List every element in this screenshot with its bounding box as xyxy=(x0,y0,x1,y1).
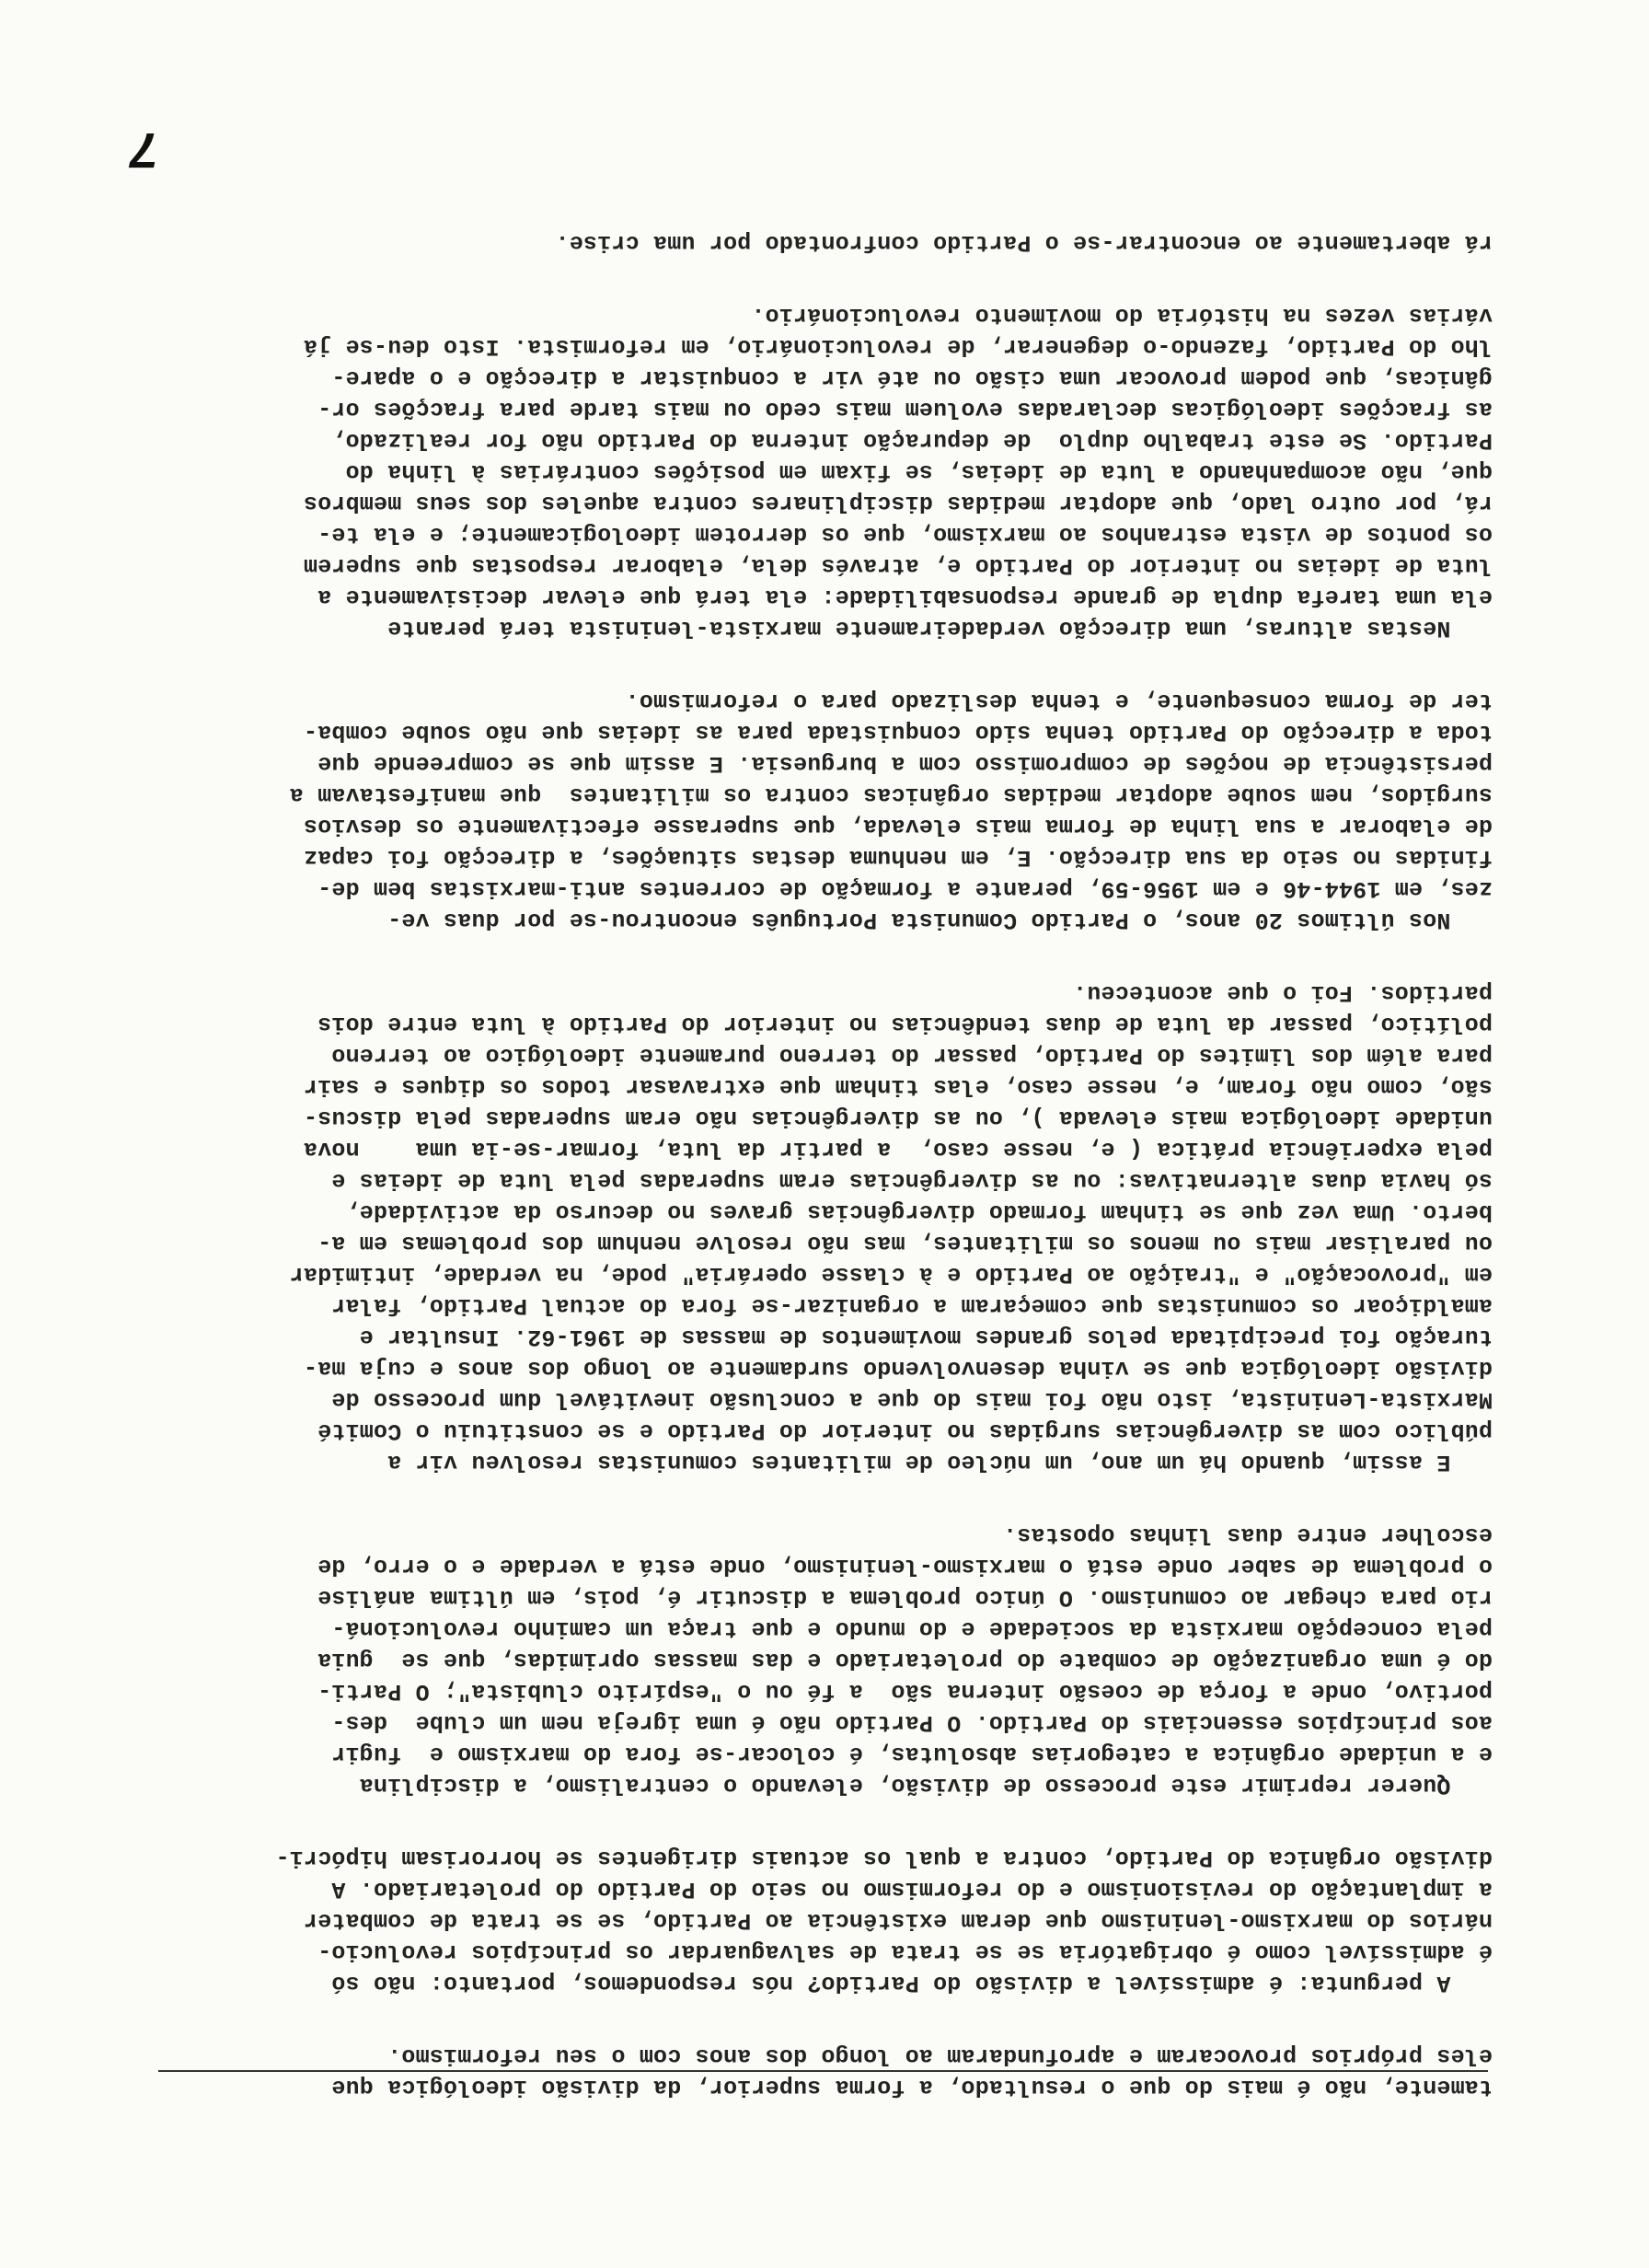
text-line: rá, por outro lado, que adoptar medidas disciplinares contra aqueles dos seus membros xyxy=(303,490,1493,516)
text-line: os pontos de vista estranhos ao marxismo, que os derrotem ideologicamente; e ela te- xyxy=(317,521,1493,548)
paragraph xyxy=(158,1519,1493,1800)
text-line: que, não acompanhando a luta de ideias, se fixam em posições contrárias à linha do xyxy=(345,458,1493,485)
text-line: a implantação do revisionismo e do reformismo no seio do Partido do proletariado. A xyxy=(331,1876,1493,1903)
text-line: em "provocação" e "traição ao Partido e à classe operária" pode, na verdade, intimidar xyxy=(289,1261,1493,1288)
text-line: ou paralisar mais ou menos os militantes, mas não resolve nenhum dos problemas em a- xyxy=(317,1230,1493,1256)
text-line: rá abertamente ao encontrar-se o Partido confrontado por uma crise. xyxy=(555,229,1493,256)
text-line: Nestas alturas, uma direcção verdadeiramente marxista-leninista terá perante xyxy=(387,615,1493,642)
text-line: é admissível como é obrigatória se se trata de salvaguardar os princípios revolucio- xyxy=(317,1938,1493,1965)
text-line: gânicas, que podem provocar uma cisão ou até vir a conquistar a direcção e o apare- xyxy=(331,364,1493,391)
text-line: eles próprios provocaram e aprofundaram ao longo dos anos com o seu reformismo. xyxy=(387,2042,1493,2069)
text-line: público com as divergências surgidas no interior do Partido e se constituiu o Comité xyxy=(317,1418,1493,1444)
text-line: portivo, onde a força de coesão interna são a fé ou o "espírito clubista"; O Parti- xyxy=(317,1678,1493,1705)
text-line: escolher entre duas linhas opostas. xyxy=(1002,1522,1493,1548)
text-line: as fracções ideológicas declaradas evoluem mais cedo ou mais tarde para fracções or- xyxy=(317,396,1493,422)
text-line: lho do Partido, fazendo-o degenerar, de revolucionário, em reformista. Isto deu-se já xyxy=(303,333,1493,360)
text-line: unidade ideológica mais elevada ), ou as divergências não eram superadas pela discus- xyxy=(303,1105,1493,1131)
text-line: surgidos, nem soube adoptar medidas orgânicas contra os militantes que manifestavam a xyxy=(289,781,1493,808)
text-line: Nos últimos 20 anos, o Partido Comunista Português encontrou-se por duas ve- xyxy=(387,907,1493,933)
text-line: várias vezes na história do movimento revolucionário. xyxy=(751,302,1493,329)
text-line: e a unidade orgânica a categorias absolutas, é colocar-se fora do marxismo e fugir xyxy=(331,1741,1493,1767)
text-line: E assim, quando há um ano, um núcleo de militantes comunistas resolveu vir a xyxy=(387,1449,1493,1475)
text-line: ela uma tarefa dupla de grande responsabilidade: ela terá que elevar decisivamente a xyxy=(317,584,1493,610)
paragraph xyxy=(158,299,1493,643)
text-body xyxy=(158,185,1493,2102)
paragraph xyxy=(158,2040,1493,2102)
text-line: pela experiência prática ( e, nesse caso, a partir da luta, formar-se-ia uma nova xyxy=(303,1136,1493,1163)
text-line: divisão orgânica do Partido, contra a qual os actuais dirigentes se horrorisam hipócri- xyxy=(275,1845,1493,1871)
text-line: para além dos limites do Partido, passar do terreno puramente ideológico ao terreno xyxy=(331,1042,1493,1069)
text-line: o problema de saber onde está o marxismo-leninismo, onde está a verdade e o erro, de xyxy=(317,1553,1493,1580)
paragraph xyxy=(158,226,1493,258)
text-line: divisão ideológica que se vinha desenvolvendo surdamente ao longo dos anos e cuja ma- xyxy=(303,1355,1493,1382)
text-line: nários do marxismo-leninismo que deram existência ao Partido, se se trata de combater xyxy=(303,1907,1493,1934)
paragraph xyxy=(158,1842,1493,1998)
text-line: Marxista-Leninista, isto não foi mais do que a conclusão inevitável dum processo de xyxy=(331,1386,1493,1413)
text-line: de elaborar a sua linha de forma mais elevada, que superasse efectivamente os desvios xyxy=(303,813,1493,839)
paragraph xyxy=(158,685,1493,935)
text-line: político, passar da luta de duas tendências no interior do Partido à luta entre dois xyxy=(317,1011,1493,1037)
text-line: só havia duas alternativas: ou as divergências eram superadas pela luta de ideias e xyxy=(331,1167,1493,1194)
text-line: luta de ideias no interior do Partido e, através dela, elaborar respostas que superem xyxy=(303,552,1493,579)
text-line: rio para chegar ao comunismo. O único problema a discutir é, pois, em última análise xyxy=(317,1584,1493,1611)
text-line: finidas no seio da sua direcção. E, em nenhuma destas situações, a direcção foi capaz xyxy=(303,844,1493,871)
text-line: ter de forma consequente, e tenha deslizado para o reformismo. xyxy=(625,688,1493,714)
text-line: toda a direcção do Partido tenha sido conquistada para as ideias que não soube comba- xyxy=(303,719,1493,746)
text-line: Querer reprimir este processo de divisão, elevando o centralismo, a disciplina xyxy=(359,1772,1493,1799)
text-line: são, como não foram, e, nesse caso, elas tinham que extravasar todos os diques e sair xyxy=(303,1073,1493,1100)
text-line: berto. Uma vez que se tinham formado divergências graves no decurso da actividade, xyxy=(345,1198,1493,1225)
text-line: aos princípios essenciais do Partido. O Partido não é uma igreja nem um clube des- xyxy=(331,1709,1493,1736)
text-line: zes, em 1944-46 e em 1956-59, perante a formação de correntes anti-marxistas bem de- xyxy=(317,875,1493,902)
text-line: do é uma organização de combate do proletariado e das massas oprimidas, que se guia xyxy=(317,1647,1493,1673)
text-line: partidos. Foi o que aconteceu. xyxy=(1072,979,1493,1006)
text-line: amaldiçoar os comunistas que começaram a organizar-se fora do actual Partido, falar xyxy=(331,1292,1493,1319)
text-line: Partido. Se este trabalho duplo de depuração interna do Partido não for realizado, xyxy=(331,427,1493,454)
page-number: 7 xyxy=(130,122,158,178)
text-line: A pergunta: é admissível a divisão do Partido? nós respondemos, portanto: não só xyxy=(331,1970,1493,1996)
paragraph xyxy=(158,977,1493,1477)
text-line: pela concepção marxista da sociedade e do mundo e que traça um caminho revolucioná- xyxy=(331,1615,1493,1642)
text-line: turação foi precipitada pelos grandes movimentos de massas de 1961-62. Insultar e xyxy=(359,1324,1493,1350)
text-line: persistência de noções de compromisso com a burguesia. E assim que se compreende que xyxy=(317,750,1493,777)
text-line: tamente, não é mais do que o resultado, a forma superior, da divisão ideológica que xyxy=(331,2074,1493,2100)
